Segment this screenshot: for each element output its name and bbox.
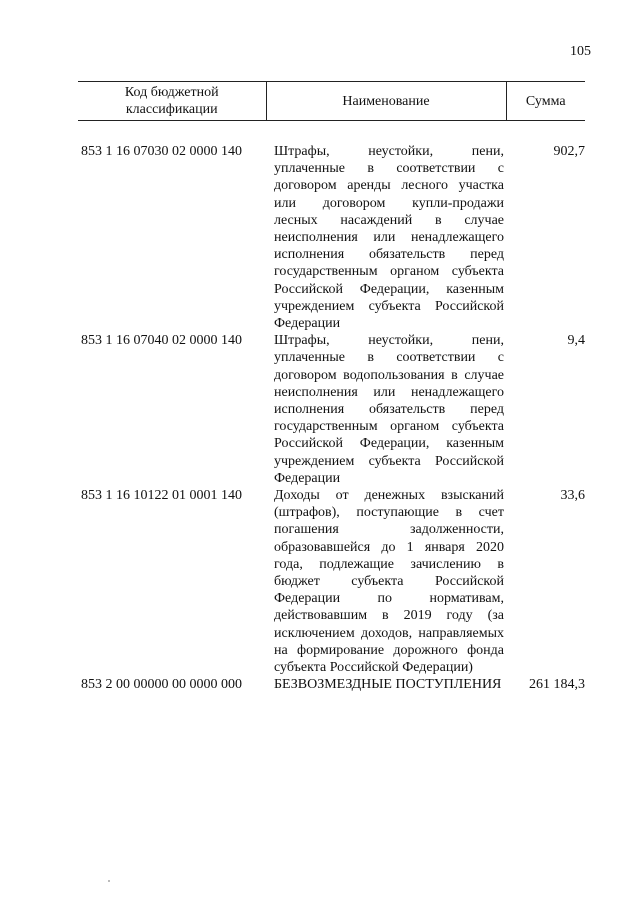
- table-row: [78, 487, 585, 676]
- scan-speck: [108, 880, 110, 882]
- row-name: Штрафы, неустойки, пени, уплаченные в соответствии с договором аренды лесного участка или договором купли-продажи лесных насаждений в случае неисполнения или ненадлежащего исполнения обязательств перед государственным органом субъекта Российской Федерации, казенным учреждением субъекта Российской Федерации: [274, 144, 504, 332]
- table-row: [78, 676, 585, 693]
- row-name: БЕЗВОЗМЕЗДНЫЕ ПОСТУПЛЕНИЯ: [274, 677, 502, 693]
- header-name: Наименование: [266, 82, 506, 121]
- row-name: Доходы от денежных взысканий (штрафов), поступающие в счет погашения задолженности, образовавшейся до 1 января 2020 года, подлежащие зачислению в бюджет субъекта Российской Федерации по нормативам, действовавшим в 2019 году (за исключением доходов, направляемых на формирование дорожного фонда субъекта Российской Федерации): [274, 488, 504, 676]
- budget-table: [78, 81, 585, 694]
- row-code: 853 1 16 10122 01 0001 140: [81, 488, 242, 504]
- row-sum: 33,6: [560, 488, 585, 504]
- row-code: 853 1 16 07040 02 0000 140: [81, 333, 242, 349]
- header-code: Код бюджетной классификации: [78, 82, 266, 121]
- table-row: [78, 143, 585, 332]
- header-sum: Сумма: [506, 82, 585, 121]
- row-code: 853 1 16 07030 02 0000 140: [81, 144, 242, 159]
- row-name: Штрафы, неустойки, пени, уплаченные в соответствии с договором водопользования в случае неисполнения или ненадлежащего исполнения обязательств перед государственным органом субъекта Российской Федерации, казенным учреждением субъекта Российской Федерации: [274, 333, 504, 486]
- row-sum: 9,4: [567, 333, 585, 349]
- table-row: [78, 332, 585, 487]
- row-code: 853 2 00 00000 00 0000 000: [81, 677, 242, 693]
- row-sum: 261 184,3: [529, 677, 585, 693]
- table-header-row: [78, 82, 585, 121]
- row-sum: 902,7: [553, 144, 585, 159]
- table-spacer: [78, 121, 585, 144]
- page-number: 105: [570, 44, 591, 59]
